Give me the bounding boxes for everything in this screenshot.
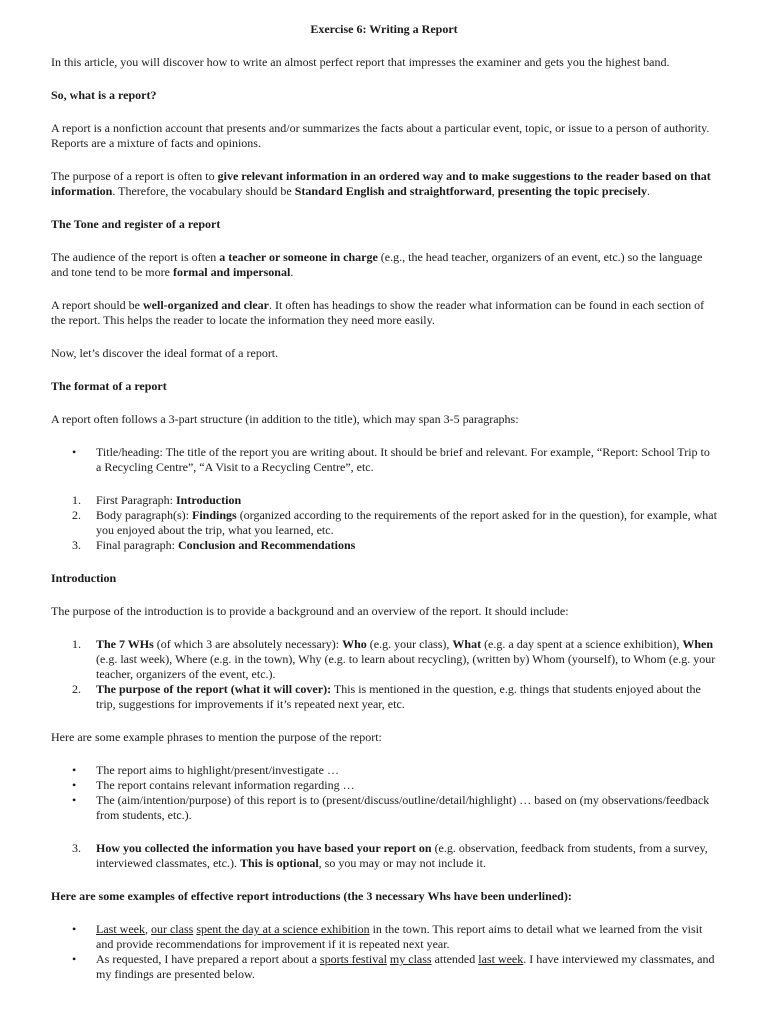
bullet-icon: •	[72, 793, 77, 807]
heading-introduction: Introduction	[51, 571, 117, 585]
bullet-icon: •	[72, 778, 77, 792]
intro-purpose-paragraph: The purpose of the introduction is to provide a background and an overview of the report. It should include:	[51, 604, 569, 618]
phrases-bullet-list	[51, 763, 717, 823]
examples-bullet-list	[51, 922, 717, 982]
list-item: • The report aims to highlight/present/investigate …	[72, 763, 339, 777]
now-paragraph: Now, let’s discover the ideal format of a report.	[51, 346, 279, 360]
intro-numbered-list	[51, 637, 717, 712]
list-item: • Title/heading: The title of the report you are writing about. It should be brief and relevant. For example, “Report: School Trip to a Recycling Centre”, “A Visit to a Recycling Centre”, etc.	[72, 445, 710, 474]
list-item: 2. Body paragraph(s): Findings (organized according to the requirements of the report asked for in the question), for example, what you enjoyed about the trip, what you learned, etc.	[72, 508, 717, 537]
list-item: 3. Final paragraph: Conclusion and Recommendations	[72, 538, 356, 552]
list-item: • The report contains relevant information regarding …	[72, 778, 355, 792]
heading-format: The format of a report	[51, 379, 167, 393]
organized-paragraph: A report should be well-organized and clear. It often has headings to show the reader what information can be found in each section of the report. This helps the reader to locate the information they need more easily.	[51, 298, 705, 327]
bullet-icon: •	[72, 922, 77, 936]
format-numbered-list	[51, 493, 717, 553]
purpose-paragraph: The purpose of a report is often to give relevant information in an ordered way and to make suggestions to the reader based on that information. Therefore, the vocabulary should be Standard English and straightforward, presenting the topic precisely.	[51, 169, 711, 198]
list-item: 3. How you collected the information you have based your report on (e.g. observation, feedback from students, from a survey, interviewed classmates, etc.). This is optional, so you may or may not include it.	[72, 841, 708, 870]
intro-paragraph: In this article, you will discover how to write an almost perfect report that impresses the examiner and gets you the highest band.	[51, 55, 670, 69]
list-item: • As requested, I have prepared a report about a sports festival my class attended last week. I have interviewed my classmates, and my findings are presented below.	[72, 952, 715, 981]
method-numbered-item	[51, 841, 717, 871]
list-item: • The (aim/intention/purpose) of this report is to (present/discuss/outline/detail/highlight) … based on (my observations/feedback from students, etc.).	[72, 793, 710, 822]
title-bullet-list	[51, 445, 717, 475]
bullet-icon: •	[72, 952, 77, 966]
list-item: 2. The purpose of the report (what it will cover): This is mentioned in the question, e.g. things that students enjoyed about the trip, suggestions for improvements if it’s repeated next year, etc.	[72, 682, 701, 711]
audience-paragraph: The audience of the report is often a teacher or someone in charge (e.g., the head teacher, organizers of an event, etc.) so the language and tone tend to be more formal and impersonal.	[51, 250, 703, 279]
heading-what-is-report: So, what is a report?	[51, 88, 157, 102]
heading-examples: Here are some examples of effective report introductions (the 3 necessary Whs have been underlined):	[51, 889, 572, 903]
heading-tone: The Tone and register of a report	[51, 217, 221, 231]
list-item: 1. First Paragraph: Introduction	[72, 493, 242, 507]
bullet-icon: •	[72, 445, 77, 459]
structure-paragraph: A report often follows a 3-part structure (in addition to the title), which may span 3-5 paragraphs:	[51, 412, 519, 426]
definition-paragraph: A report is a nonfiction account that presents and/or summarizes the facts about a particular event, topic, or issue to a person of authority. Reports are a mixture of facts and opinions.	[51, 121, 710, 150]
list-item: • Last week, our class spent the day at a science exhibition in the town. This report aims to detail what we learned from the visit and provide recommendations for improvement if it is repeated next year.	[72, 922, 703, 951]
bullet-icon: •	[72, 763, 77, 777]
phrases-paragraph: Here are some example phrases to mention the purpose of the report:	[51, 730, 382, 744]
list-item: 1. The 7 WHs (of which 3 are absolutely necessary): Who (e.g. your class), What (e.g. a day spent at a science exhibition), When (e.g. last week), Where (e.g. in the town), Why (e.g. to learn about recycling), (written by) Whom (yourself), to Whom (e.g. your teacher, organizers of the event, etc.).	[72, 637, 716, 681]
document-title: Exercise 6: Writing a Report	[310, 22, 458, 36]
